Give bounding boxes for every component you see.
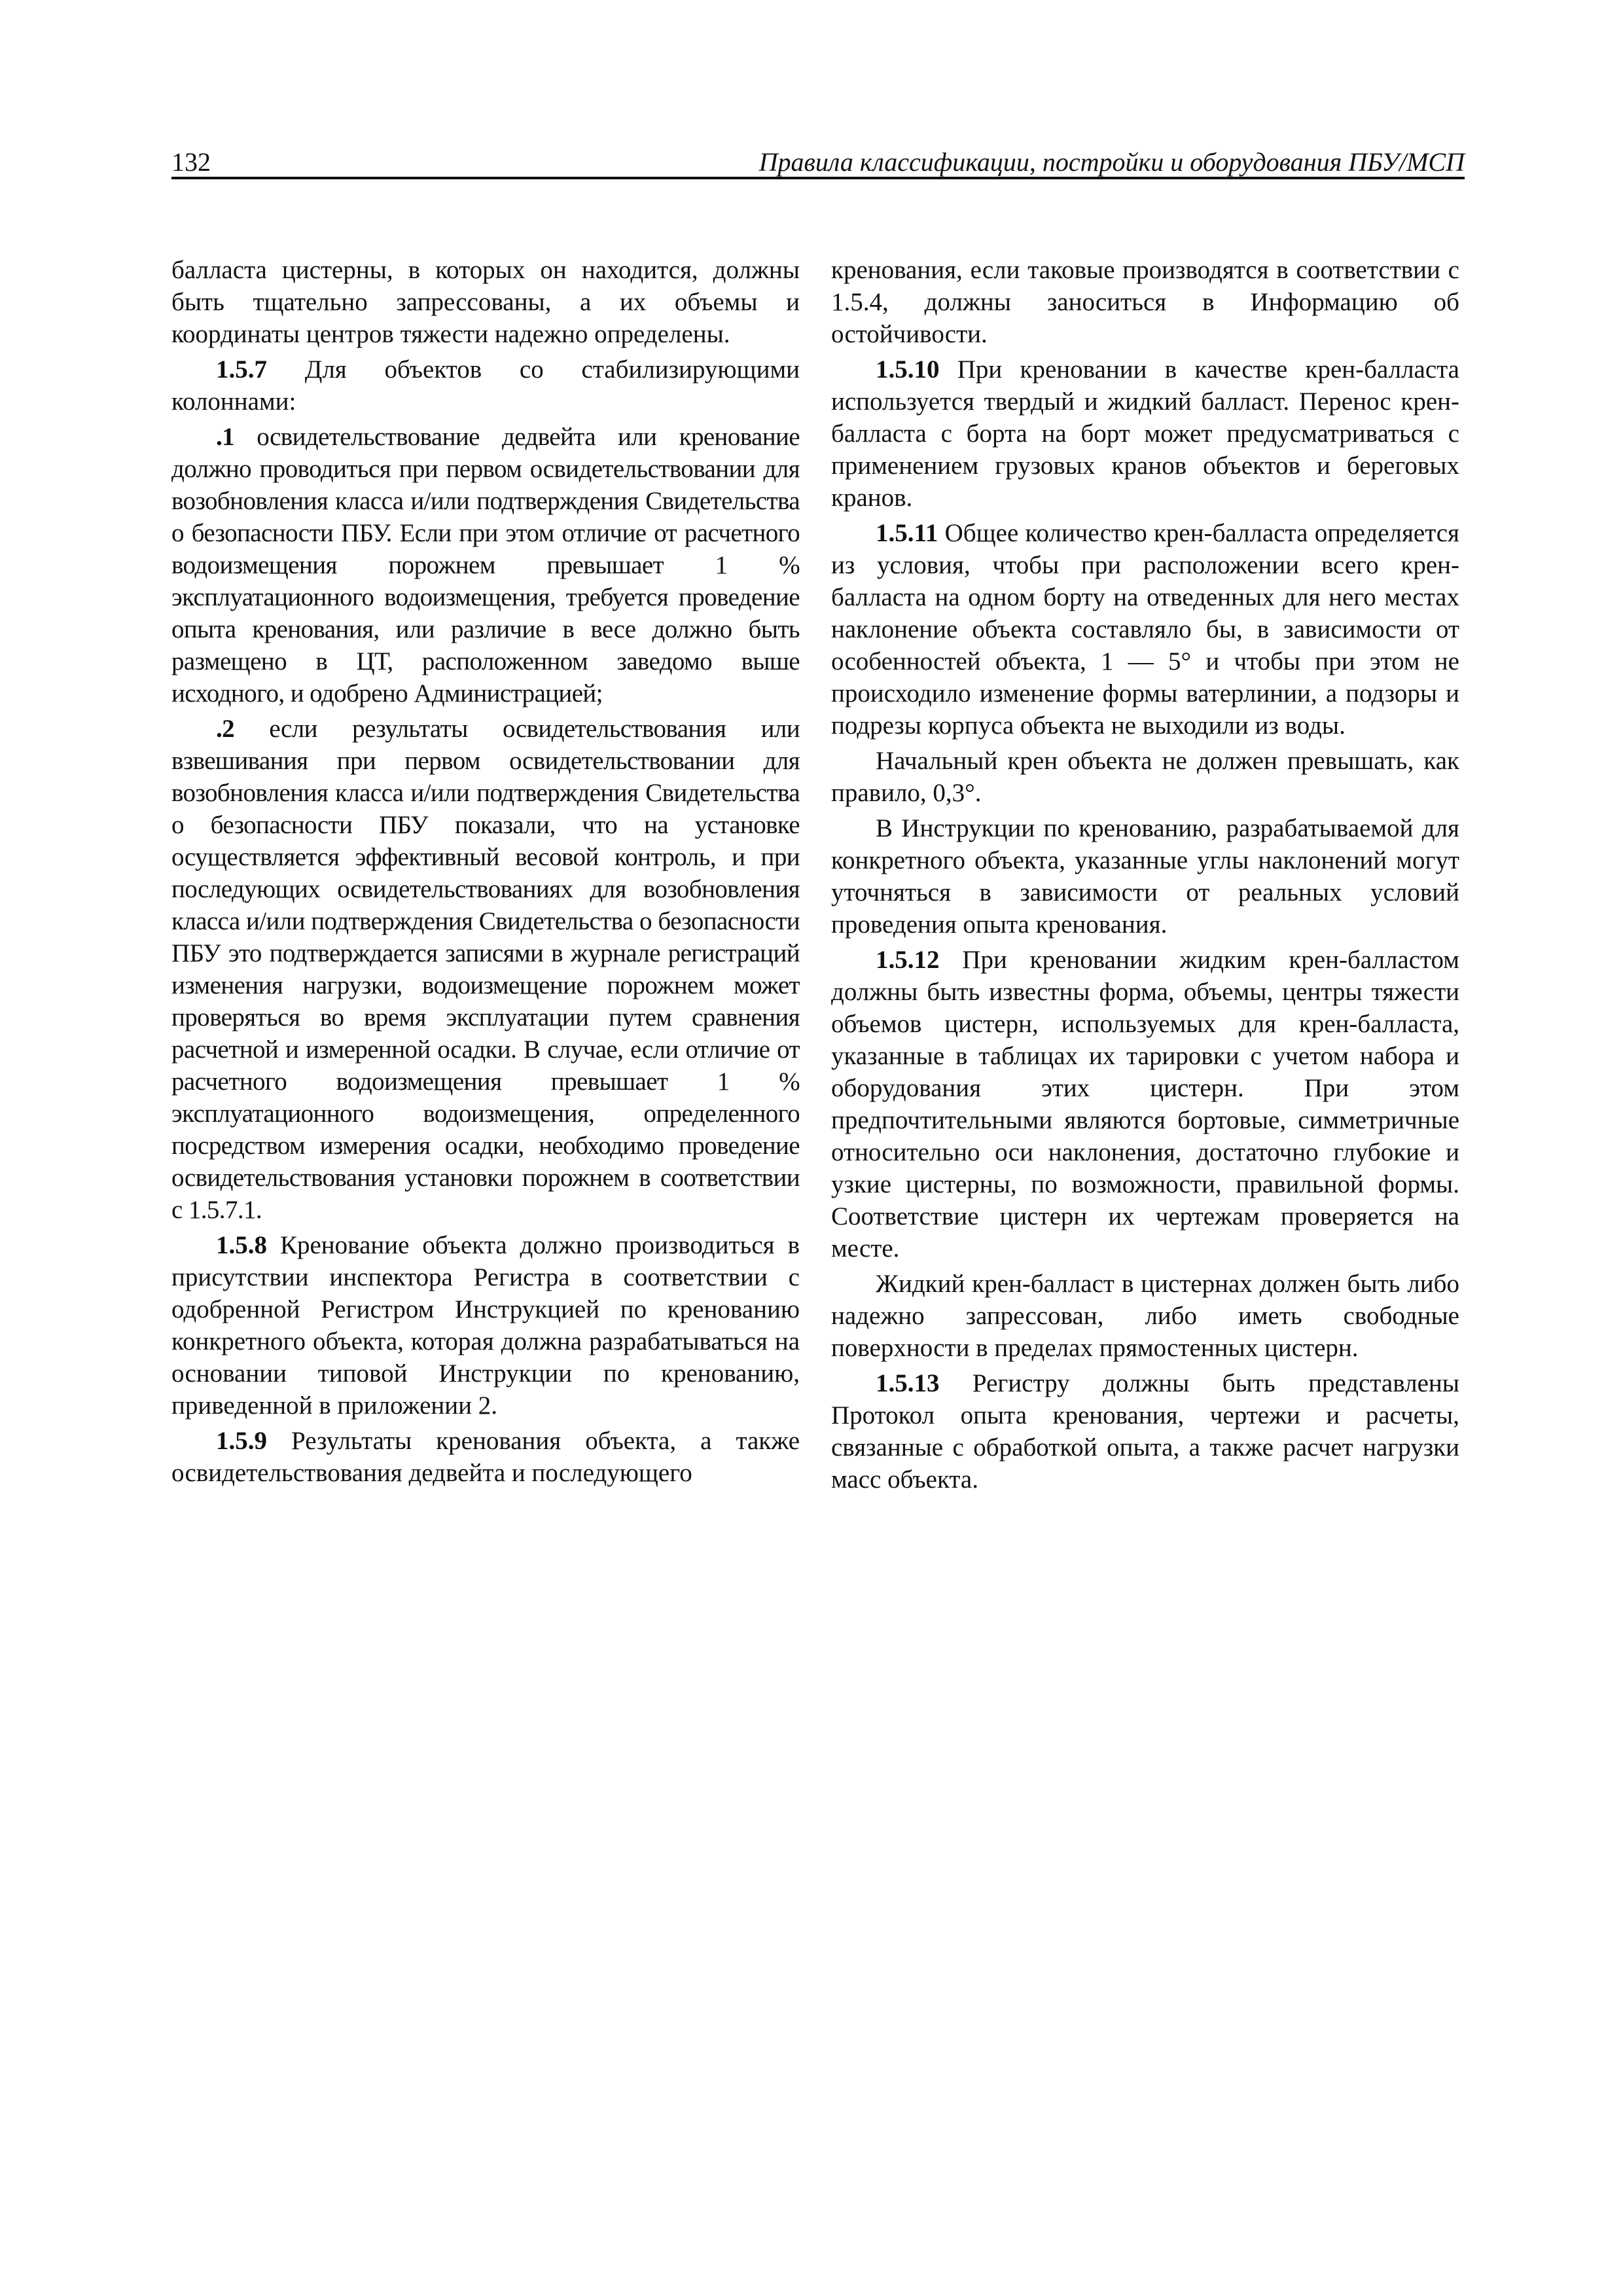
- clause-text: освидетельствование дедвейта или кренование должно проводиться при первом освидетельствовании для возобновления класса и/или подтверждения Свидетельства о безопасности ПБУ. Если при этом отличие от расчетного водоизмещения порожнем превышает 1 % эксплуатационного водоизмещения, требуется проведение опыта кренования, или различие в весе должно быть размещено в ЦТ, расположенном заведомо выше исходного, и одобрено Администрацией;: [171, 423, 800, 708]
- paragraph-1-5-8: [171, 1229, 800, 1422]
- paragraph-continuation: кренования, если таковые производятся в соответствии с 1.5.4, должны заноситься в Информацию об остойчивости.: [831, 256, 1459, 348]
- clause-text: При креновании в качестве крен-балласта используется твердый и жидкий балласт. Перенос крен-балласта с борта на борт может предусматриваться с применением грузовых кранов объектов и береговых кранов.: [831, 355, 1459, 512]
- page-header: [171, 145, 1465, 179]
- page-number: 132: [171, 147, 211, 177]
- paragraph-liquid-ballast: Жидкий крен-балласт в цистернах должен быть либо надежно запрессован, либо иметь свободные поверхности в пределах прямостенных цистерн.: [831, 1270, 1459, 1362]
- right-column: [831, 254, 1459, 1499]
- paragraph-1-5-11: [831, 517, 1459, 742]
- clause-number: 1.5.9: [216, 1427, 267, 1455]
- paragraph-1-5-10: [831, 353, 1459, 514]
- running-title: Правила классификации, постройки и оборудования ПБУ/МСП: [758, 147, 1465, 177]
- paragraph-continuation: балласта цистерны, в которых он находится, должны быть тщательно запрессованы, а их объемы и координаты центров тяжести надежно определены.: [171, 256, 800, 348]
- clause-number: 1.5.13: [876, 1369, 940, 1397]
- paragraph-1-5-7-1: [171, 421, 800, 709]
- paragraph-initial-heel: Начальный крен объекта не должен превышать, как правило, 0,3°.: [831, 747, 1459, 807]
- clause-text: Кренование объекта должно производиться в присутствии инспектора Регистра в соответствии с одобренной Регистром Инструкцией по кренованию конкретного объекта, которая должна разрабатываться на основании типовой Инструкции по кренованию, приведенной в приложении 2.: [171, 1231, 800, 1420]
- clause-number: 1.5.11: [876, 519, 938, 547]
- clause-number: .2: [216, 715, 235, 743]
- paragraph-1-5-7-2: [171, 713, 800, 1226]
- paragraph-instruction: В Инструкции по кренованию, разрабатываемой для конкретного объекта, указанные углы наклонений могут уточняться в зависимости от реальных условий проведения опыта кренования.: [831, 814, 1459, 939]
- header-rule: [171, 177, 1465, 179]
- clause-text: Для объектов со стабилизирующими колоннами:: [171, 355, 800, 416]
- clause-number: 1.5.10: [876, 355, 940, 384]
- clause-text: если результаты освидетельствования или взвешивания при первом освидетельствовании для возобновления класса и/или подтверждения Свидетельства о безопасности ПБУ показали, что на установке осуществляется эффективный весовой контроль, и при последующих освидетельствованиях для возобновления класса и/или подтверждения Свидетельства о безопасности ПБУ это подтверждается записями в журнале регистраций изменения нагрузки, водоизмещение порожнем может проверяться во время эксплуатации путем сравнения расчетной и измеренной осадки. В случае, если отличие от расчетного водоизмещения превышает 1 % эксплуатационного водоизмещения, определенного посредством измерения осадки, необходимо проведение освидетельствования установки порожнем в соответствии с 1.5.7.1.: [171, 715, 800, 1224]
- clause-number: 1.5.12: [876, 946, 940, 974]
- clause-text: Общее количество крен-балласта определяется из условия, чтобы при расположении всего крен-балласта на одном борту на отведенных для него местах наклонение объекта составляло бы, в зависимости от особенностей объекта, 1 — 5° и чтобы при этом не происходило изменение формы ватерлинии, а подзоры и подрезы корпуса объекта не выходили из воды.: [831, 519, 1459, 740]
- paragraph-1-5-7: [171, 353, 800, 418]
- paragraph-1-5-9: [171, 1425, 800, 1489]
- paragraph-1-5-12: [831, 944, 1459, 1265]
- clause-text: При креновании жидким крен-балластом должны быть известны форма, объемы, центры тяжести объемов цистерн, используемых для крен-балласта, указанные в таблицах их тарировки с учетом набора и оборудования этих цистерн. При этом предпочтительными являются бортовые, симметричные относительно оси наклонения, достаточно глубокие и узкие цистерны, по возможности, правильной формы. Соответствие цистерн их чертежам проверяется на месте.: [831, 946, 1459, 1263]
- clause-text: Результаты кренования объекта, а также освидетельствования дедвейта и последующего: [171, 1427, 800, 1487]
- left-column: [171, 254, 800, 1492]
- clause-number: .1: [216, 423, 235, 451]
- paragraph-1-5-13: [831, 1367, 1459, 1496]
- clause-number: 1.5.7: [216, 355, 267, 384]
- clause-number: 1.5.8: [216, 1231, 267, 1259]
- clause-text: Регистру должны быть представлены Протокол опыта кренования, чертежи и расчеты, связанные с обработкой опыта, а также расчет нагрузки масс объекта.: [831, 1369, 1459, 1494]
